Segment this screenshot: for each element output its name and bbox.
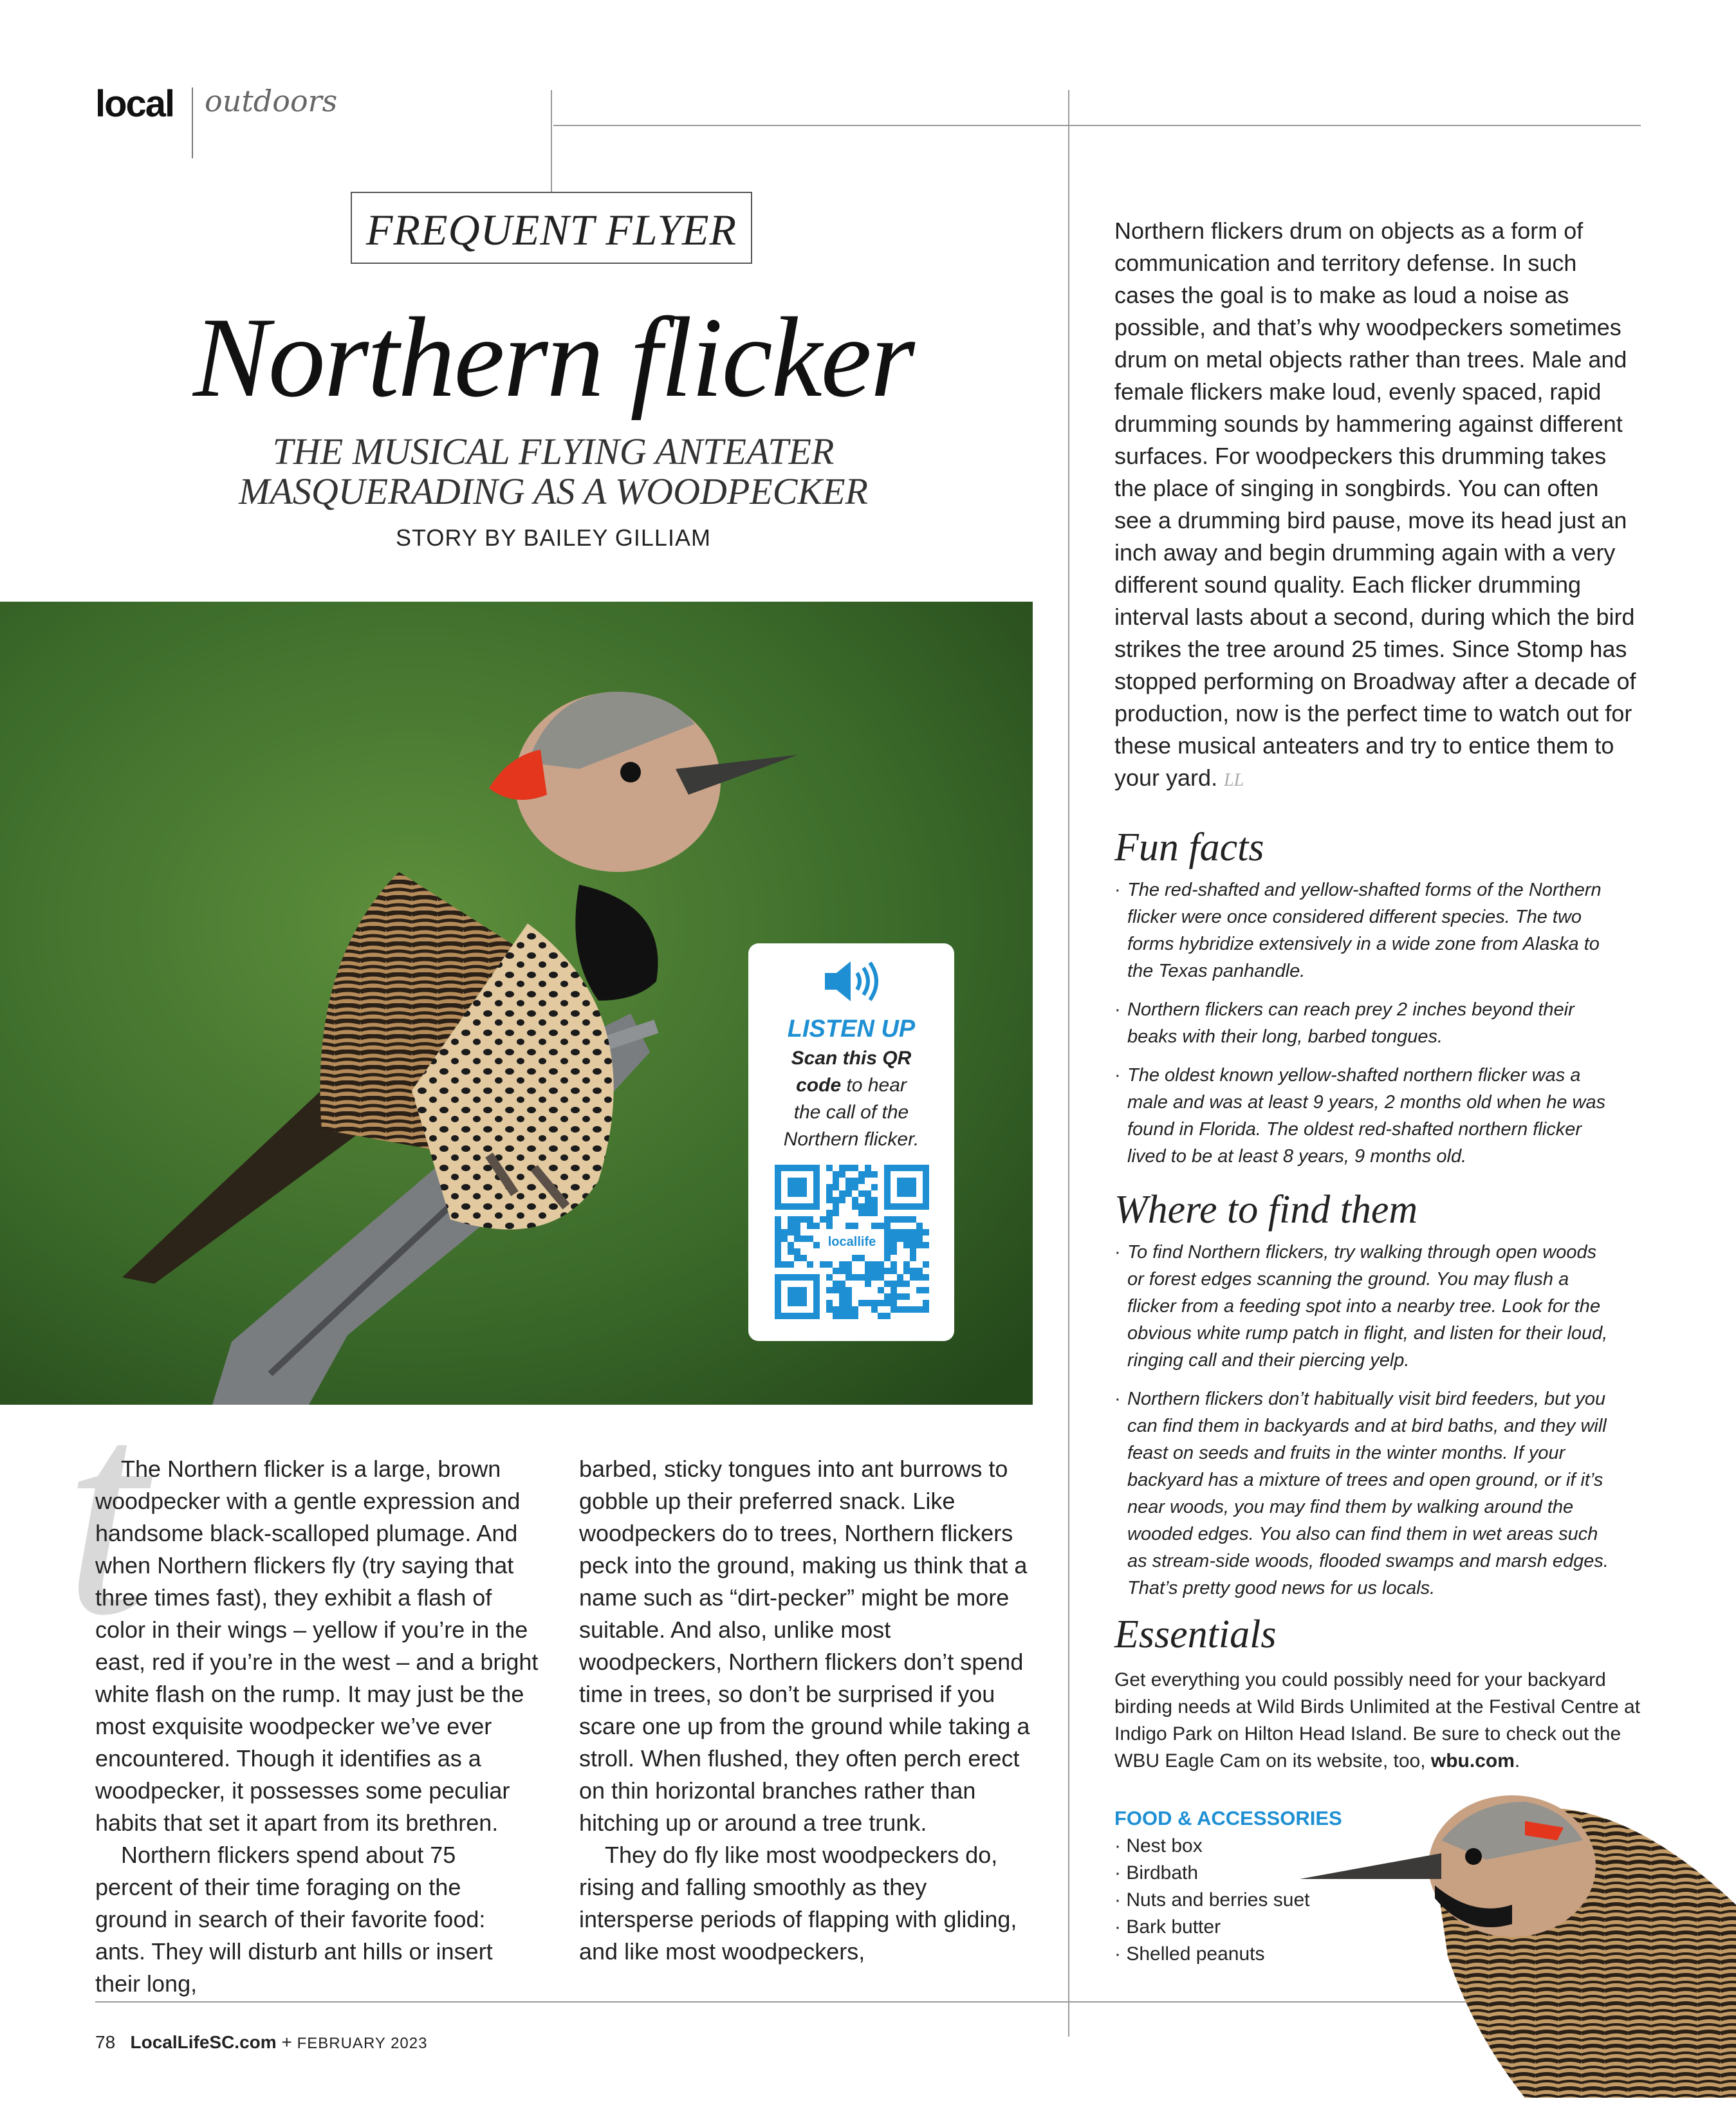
qr-card-line-4: Northern flicker.	[783, 1129, 919, 1150]
deck-line-1: THE MUSICAL FLYING ANTEATER	[272, 430, 835, 472]
essentials-text	[1114, 1667, 1642, 1775]
end-mark: LL	[1224, 770, 1244, 790]
qr-card-line-2	[748, 1075, 954, 1097]
list-item-label: Bark butter	[1126, 1916, 1221, 1938]
brand-separator	[192, 88, 193, 158]
essentials-end: .	[1514, 1750, 1520, 1772]
where-list	[1114, 1239, 1616, 1613]
headline: Northern flicker	[193, 293, 914, 421]
body-paragraph: The Northern flicker is a large, brown woodpecker with a gentle expression and handsome black-scalloped plumage. And when Northern flickers fly (try saying that three times fast), they exhibit a flash of color in their wings – yellow if you’re in the east, red if you’re in the west – and a bright white flash on the rump. It may just be the most exquisite woodpecker we’ve ever encountered. Though it identifies as a woodpecker, it possesses some peculiar habits that set it apart from its brethren.	[95, 1456, 539, 1836]
drop-cap: t	[64, 1348, 147, 1676]
food-accessories-list	[1114, 1833, 1309, 1968]
list-item: · To find Northern flickers, try walking through open woods or forest edges scanning the ground. You may flush a flicker from a feeding spot into a nearby tree. Look for the obvious white rump patch in flight, and listen for their loud, ringing call and their piercing yelp.	[1114, 1239, 1616, 1374]
footer	[95, 2032, 427, 2053]
list-item: · Nest box	[1114, 1835, 1203, 1856]
list-item: · Birdbath	[1114, 1862, 1199, 1883]
list-item-label: Nuts and berries suet	[1126, 1889, 1310, 1911]
brand-logo: local	[95, 83, 174, 125]
fun-facts-list	[1114, 876, 1616, 1181]
body-paragraph: They do fly like most woodpeckers do, rising and falling smoothly as they intersperse periods of flapping with gliding, and like most woodpeckers,	[579, 1842, 1017, 1965]
wbu-link[interactable]: wbu.com	[1430, 1750, 1515, 1772]
body-column-3	[1114, 215, 1642, 797]
deck-line-2: MASQUERADING AS A WOODPECKER	[239, 470, 868, 512]
essentials-body: Get everything you could possibly need for your backyard birding needs at Wild Birds Unlimited at the Festival Centre at Indigo Park on Hilton Head Island. Be sure to check out the WBU Eagle Cam on its website, too,	[1114, 1669, 1641, 1772]
body-column-2	[579, 1453, 1037, 1968]
qr-card-line-2-rest: to hear	[841, 1075, 907, 1096]
header-rule	[553, 125, 1641, 126]
list-item: · The oldest known yellow-shafted northern flicker was a male and was at least 9 years, 2 months old when he was found in Florida. The oldest red-shafted northern flicker lived to be at least 8 years, 9 months old.	[1114, 1062, 1616, 1170]
list-item: · Shelled peanuts	[1114, 1943, 1265, 1965]
qr-code-icon[interactable]	[775, 1165, 929, 1319]
byline: STORY BY BAILEY GILLIAM	[396, 524, 711, 551]
body-paragraph-text: Northern flickers drum on objects as a form of communication and territory defense. In such cases the goal is to make as loud a noise as possible, and that’s why woodpeckers sometimes drum on metal objects rather than trees. Male and female flickers make loud, evenly spaced, rapid drumming sounds by hammering against different surfaces. For woodpeckers this drumming takes the place of singing in songbirds. You can often see a drumming bird pause, move its head just an inch away and begin drumming again with a very different sound quality. Each flicker drumming interval lasts about a second, during which the bird strikes the tree around 25 times. Since Stomp has stopped performing on Broadway after a decade of production, now is the perfect time to watch out for these musical anteaters and try to entice them to your yard.	[1114, 218, 1636, 791]
page-number: 78	[95, 2032, 116, 2052]
list-item: · Northern flickers can reach prey 2 inches beyond their beaks with their long, barbed tongues.	[1114, 996, 1616, 1050]
fun-facts-heading: Fun facts	[1114, 826, 1264, 869]
body-paragraph: Northern flickers spend about 75 percent of their time foraging on the ground in search of their favorite food: ants. They will disturb ant hills or insert their long,	[95, 1842, 493, 1997]
footer-separator: +	[281, 2032, 292, 2052]
qr-card-line-1: Scan this QR	[791, 1048, 912, 1069]
qr-card-line-3: the call of the	[793, 1102, 909, 1123]
section-label: outdoors	[205, 84, 338, 118]
body-column-1	[95, 1453, 539, 2000]
flicker-cutout-image	[1280, 1789, 1736, 2098]
footer-date: FEBRUARY 2023	[297, 2035, 428, 2052]
speaker-icon	[822, 959, 880, 1007]
qr-card-title: LISTEN UP	[787, 1015, 916, 1042]
column-divider	[1068, 90, 1069, 2037]
footer-site-link[interactable]: LocalLifeSC.com	[130, 2032, 277, 2052]
list-item-label: Shelled peanuts	[1126, 1943, 1265, 1965]
list-item: · Northern flickers don’t habitually visit bird feeders, but you can find them in backyards and at bird baths, and they will feast on seeds and fruits in the winter months. If your backyard has a mixture of trees and open ground, or if it’s near woods, you may find them by walking around the wooded edges. You also can find them in wet areas such as stream-side woods, flooded swamps and marsh edges. That’s pretty good news for us locals.	[1114, 1385, 1616, 1602]
qr-logo: locallife	[827, 1235, 876, 1249]
list-item: · The red-shafted and yellow-shafted forms of the Northern flicker were once considered different species. The two forms hybridize extensively in a wide zone from Alaska to the Texas panhandle.	[1114, 876, 1616, 985]
list-item: · Bark butter	[1114, 1916, 1221, 1938]
essentials-heading: Essentials	[1114, 1613, 1277, 1656]
qr-card-line-2-bold: code	[796, 1075, 842, 1096]
header-divider-left	[551, 90, 552, 192]
list-item: · Nuts and berries suet	[1114, 1889, 1310, 1911]
list-item-label: Nest box	[1126, 1835, 1203, 1856]
where-heading: Where to find them	[1114, 1188, 1418, 1232]
food-accessories-heading: FOOD & ACCESSORIES	[1114, 1807, 1342, 1829]
body-paragraph	[1114, 215, 1642, 797]
list-item-label: Birdbath	[1126, 1862, 1199, 1883]
kicker: FREQUENT FLYER	[365, 205, 737, 254]
body-paragraph: barbed, sticky tongues into ant burrows to gobble up their preferred snack. Like woodpeckers do to trees, Northern flickers peck into the ground, making us think that a name such as “dirt-pecker” might be more suitable. And also, unlike most woodpeckers, Northern flickers don’t spend time in trees, so don’t be surprised if you scare one up from the ground while taking a stroll. When flushed, they often perch erect on thin horizontal branches rather than hitching up or around a tree trunk.	[579, 1456, 1030, 1836]
